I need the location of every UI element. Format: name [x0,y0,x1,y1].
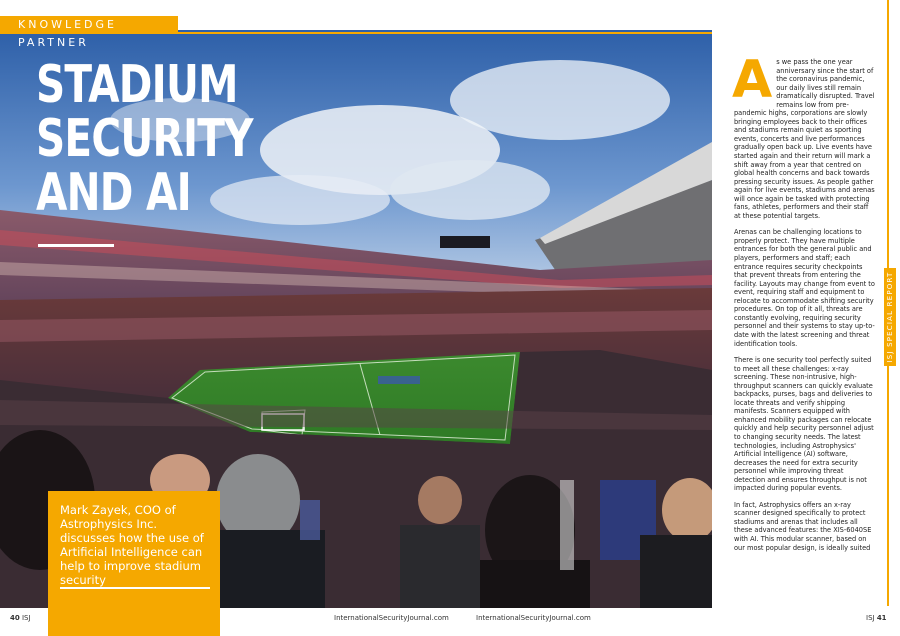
page-number-left: 40 [10,614,20,622]
footer-url-left: InternationalSecurityJournal.com [334,614,449,622]
knowledge-partner-tag: KNOWLEDGE PARTNER [0,16,178,34]
publication-right: ISJ [866,614,875,622]
footer-right-folio [866,614,887,622]
drop-cap: A [732,50,773,110]
standfirst-text: Mark Zayek, COO of Astrophysics Inc. discusses how the use of Artificial Intelligence can help to improve stadium security [60,503,204,587]
paragraph-1 [732,50,876,220]
standfirst-box [48,491,220,636]
paragraph-2: Arenas can be challenging locations to properly protect. They have multiple entrances for both the general public and players, performers and staff; each entrance requires security checkpoints that prevent threats from entering the facility. Layouts may change from event to event, requiring staff and equipment to relocate to accommodate shifting security procedures. On top of it all, threats are constantly evolving, requiring security personnel and their systems to stay up-to-date with the latest screening and threat identification tools. [734,228,875,348]
paragraph-1-text: s we pass the one year anniversary since the start of the coronavirus pandemic, our daily lives still remain dramatically disrupted. Travel remains low from pre-pandemic highs, corporations are slowly bringing employees back to their offices and stadiums remain quiet as sporting events, concerts and live performances gradually open back up. Live events have started again and their return will mark a shift away from a year that centred on global health concerns and back towards pressing security issues. As people gather again for live events, stadiums and arenas will once again be tasked with protecting fans, athletes, performers and their staff at these potential targets. [734,58,875,220]
footer-url-right: InternationalSecurityJournal.com [476,614,591,622]
paragraph-3: There is one security tool perfectly suited to meet all these challenges: x-ray screening. These non-intrusive, high-throughput scanners can quickly evaluate backpacks, purses, bags and deliveries to locate threats and verify shipping manifests. Scanners equipped with enhanced mobility packages can relocate quickly and help security personnel adjust to changing security needs. The latest technologies, including Astrophysics' Artificial Intelligence (AI) software, decreases the need for extra security personnel while improving threat detection and ensures throughput is not impacted during popular events. [734,356,874,493]
header-rule [178,32,712,34]
special-report-label: ISJ SPECIAL REPORT [886,271,894,363]
article-body [732,50,876,560]
article-title: STADIUM SECURITY AND AI [36,55,253,223]
footer-left-folio [10,614,31,622]
title-underline [38,244,114,247]
standfirst-rule [60,587,210,589]
publication-left: ISJ [21,614,31,622]
paragraph-4: In fact, Astrophysics offers an x-ray scanner designed specifically to protect stadiums and arenas that includes all these advanced features: the XIS-6040SE with AI. This modular scanner, based on our most popular design, is ideally suited [734,500,872,552]
page-number-right: 41 [876,614,887,622]
